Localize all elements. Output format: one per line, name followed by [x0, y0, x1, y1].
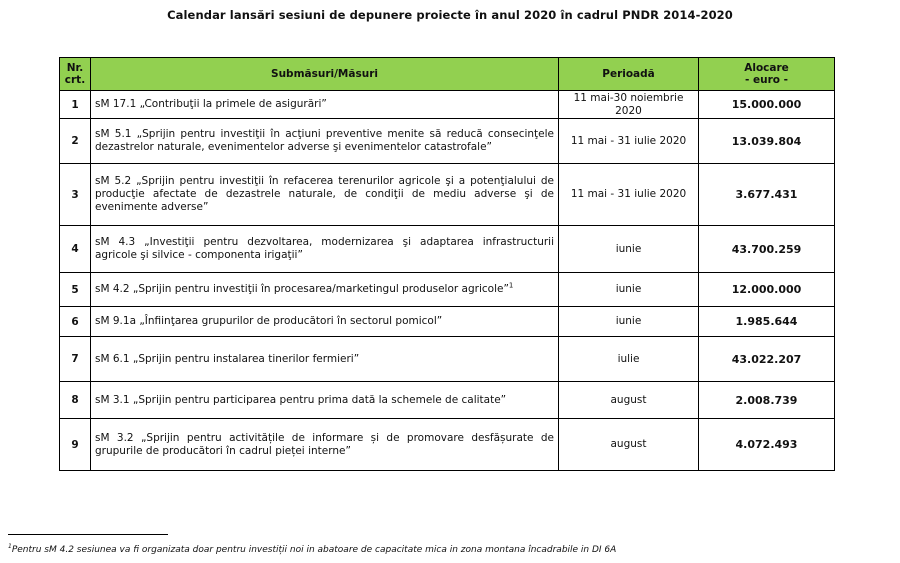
period-cell: iunie: [559, 226, 699, 273]
period-cell: 11 mai - 31 iulie 2020: [559, 119, 699, 164]
table-row: [60, 273, 835, 307]
row-number: 8: [60, 382, 91, 419]
period-cell: iulie: [559, 337, 699, 382]
allocation-cell: 43.700.259: [699, 226, 835, 273]
measure-text: sM 5.1 „Sprijin pentru investiţii în acţiuni preventive menite să reducă consecinţele dezastrelor naturale, evenimentelor adverse şi evenimentelor catastrofale”: [95, 128, 554, 153]
row-number: 1: [60, 91, 91, 119]
table-row: [60, 307, 835, 337]
period-cell: iunie: [559, 307, 699, 337]
allocation-cell: 12.000.000: [699, 273, 835, 307]
row-number: 9: [60, 419, 91, 471]
allocation-cell: 1.985.644: [699, 307, 835, 337]
allocation-cell: 4.072.493: [699, 419, 835, 471]
header-alloc: [699, 58, 835, 91]
table-row: [60, 382, 835, 419]
header-measure: Submăsuri/Măsuri: [91, 58, 559, 91]
measure-cell: [91, 337, 559, 382]
period-cell: 11 mai-30 noiembrie 2020: [559, 91, 699, 119]
measure-cell: [91, 119, 559, 164]
measure-text: sM 3.2 „Sprijin pentru activitățile de informare și de promovare desfășurate de grupurile de producători în cadrul pieței interne”: [95, 431, 554, 457]
header-nr: [60, 58, 91, 91]
header-nr-line1: Nr.: [66, 62, 84, 74]
footnote-marker: 1: [8, 543, 12, 550]
allocation-cell: 43.022.207: [699, 337, 835, 382]
measure-cell: [91, 164, 559, 226]
measure-cell: [91, 419, 559, 471]
header-alloc-line2: - euro -: [744, 74, 788, 86]
footnote-text: Pentru sM 4.2 sesiunea va fi organizata doar pentru investiții noi in abatoare de capacitate mica in zona montana încadrabile in DI 6A: [11, 545, 617, 555]
row-number: 2: [60, 119, 91, 164]
measures-table: [59, 57, 835, 471]
table-body: [60, 91, 835, 471]
measure-cell: [91, 226, 559, 273]
row-number: 3: [60, 164, 91, 226]
footnote-divider: [8, 534, 168, 535]
table-header-row: [60, 58, 835, 91]
allocation-cell: 2.008.739: [699, 382, 835, 419]
page-title: Calendar lansări sesiuni de depunere proiecte în anul 2020 în cadrul PNDR 2014-2020: [167, 8, 733, 22]
measure-text: sM 5.2 „Sprijin pentru investiţii în refacerea terenurilor agricole şi a potenţialului de producţie afectate de dezastrele naturale, de condiţii de mediu adverse şi de evenimente adverse”: [95, 175, 554, 213]
measure-cell: [91, 91, 559, 119]
footnote-reference: 1: [508, 281, 514, 290]
measure-cell: [91, 307, 559, 337]
period-cell: iunie: [559, 273, 699, 307]
table-row: [60, 419, 835, 471]
table-row: [60, 91, 835, 119]
row-number: 7: [60, 337, 91, 382]
header-nr-line2: crt.: [64, 74, 86, 86]
measure-text: sM 3.1 „Sprijin pentru participarea pentru prima dată la schemele de calitate”: [95, 393, 507, 406]
header-alloc-line1: Alocare: [744, 62, 789, 74]
measure-text: sM 6.1 „Sprijin pentru instalarea tinerilor fermieri”: [95, 352, 360, 365]
allocation-cell: 13.039.804: [699, 119, 835, 164]
footnote: [8, 543, 616, 555]
row-number: 5: [60, 273, 91, 307]
measure-cell: [91, 273, 559, 307]
measure-text: sM 4.3 „Investiţii pentru dezvoltarea, modernizarea şi adaptarea infrastructurii agricole şi silvice - componenta irigaţii”: [95, 236, 554, 261]
allocation-cell: 15.000.000: [699, 91, 835, 119]
table-row: [60, 164, 835, 226]
period-cell: 11 mai - 31 iulie 2020: [559, 164, 699, 226]
row-number: 6: [60, 307, 91, 337]
measure-text: sM 17.1 „Contribuţii la primele de asigurări”: [95, 98, 327, 110]
table-row: [60, 119, 835, 164]
table-row: [60, 337, 835, 382]
period-cell: august: [559, 382, 699, 419]
header-period: Perioadă: [559, 58, 699, 91]
allocation-cell: 3.677.431: [699, 164, 835, 226]
measure-cell: [91, 382, 559, 419]
table-row: [60, 226, 835, 273]
period-cell: august: [559, 419, 699, 471]
measure-text: sM 9.1a „Înfiinţarea grupurilor de producători în sectorul pomicol”: [95, 315, 443, 327]
measure-text: sM 4.2 „Sprijin pentru investiţii în procesarea/marketingul produselor agricole”: [95, 283, 509, 295]
row-number: 4: [60, 226, 91, 273]
